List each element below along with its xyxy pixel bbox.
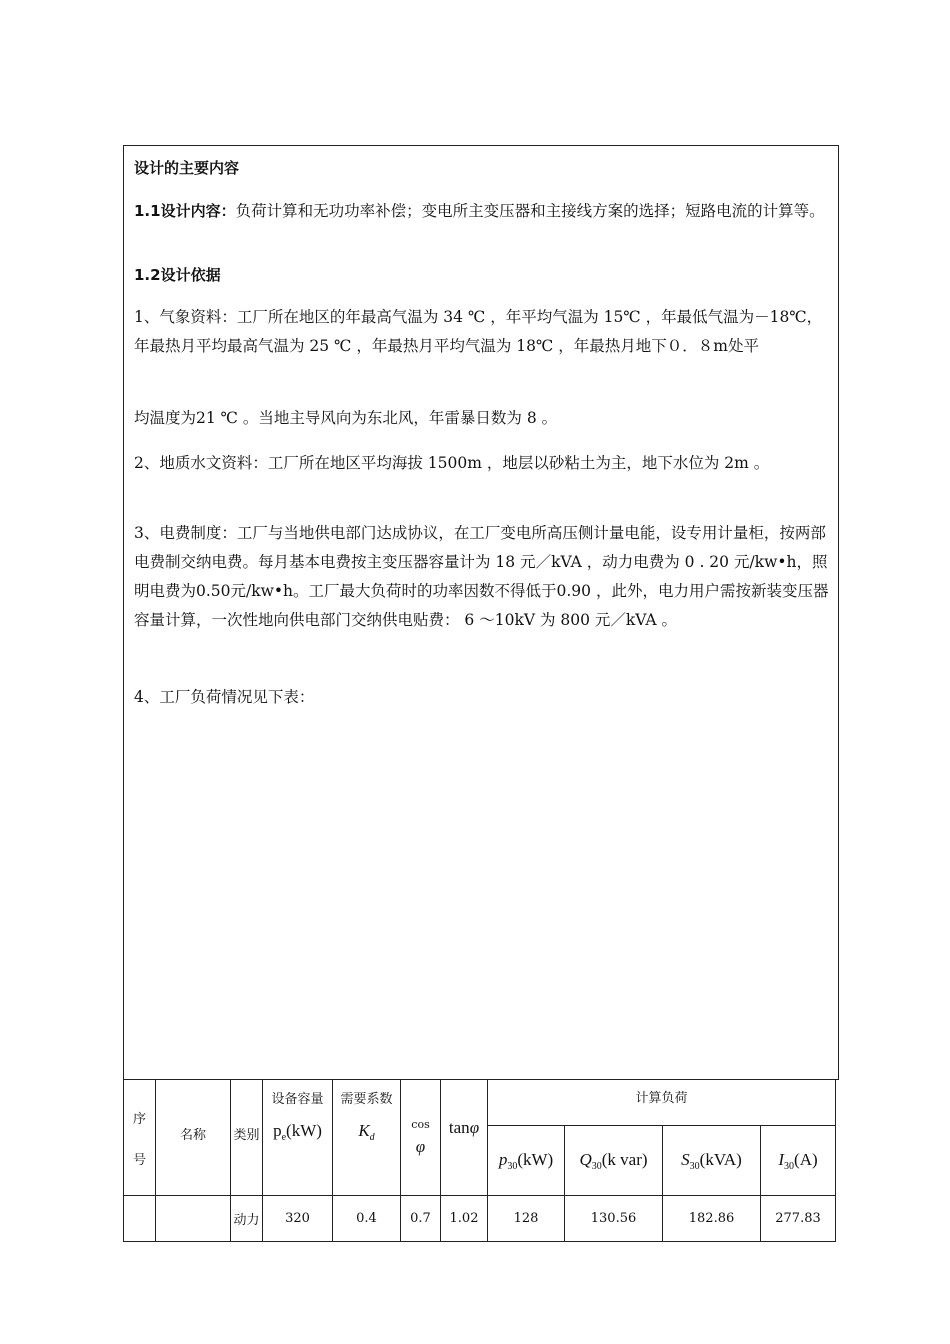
- header-demand: 需要系数 $K_d$: [333, 1080, 401, 1196]
- header-demand-label: 需要系数: [340, 1092, 393, 1107]
- content-label: 1.1设计内容：: [134, 202, 236, 220]
- content-paragraph: [134, 197, 834, 226]
- cell-category: 动力: [231, 1196, 263, 1242]
- tariff-paragraph: 3、电费制度：工厂与当地供电部门达成协议，在工厂变电所高压侧计量电能，设专用计量柜，按两部电费制交纳电费。每月基本电费按主变压器容量计为 18 元／kVA ，动力电费为 0 . 20 元/kw•h，照明电费为0.50元/kw•h。工厂最大负荷时的功率因数不得低于0.90 ，此外，电力用户需按新装变压器容量计算，一次性地向供电部门交纳供电贴费： 6 ～10kV 为 800 元／kVA 。: [134, 524, 829, 629]
- cell-seq: [124, 1196, 156, 1242]
- header-capacity-unit: (kW): [286, 1121, 322, 1140]
- cell-name: [156, 1196, 231, 1242]
- header-i30-unit: (A): [794, 1149, 818, 1169]
- header-name: 名称: [156, 1080, 231, 1196]
- table-row: [124, 1196, 836, 1242]
- basis-title: 1.2设计依据: [134, 266, 221, 284]
- cell-p30: 128: [488, 1196, 565, 1242]
- header-tan: [441, 1080, 488, 1196]
- cell-s30: 182.86: [663, 1196, 761, 1242]
- header-s30-unit: (kVA): [699, 1149, 742, 1169]
- header-seq-top: 序: [132, 1111, 146, 1127]
- cell-pe: 320: [263, 1196, 333, 1242]
- cell-i30: 277.83: [761, 1196, 836, 1242]
- header-i30: $I_{30}(A)$: [761, 1126, 836, 1196]
- header-cos: [401, 1080, 441, 1196]
- header-seq: [124, 1080, 156, 1196]
- ground-temp-paragraph: 均温度为21 ℃ 。当地主导风向为东北风，年雷暴日数为 8 。: [134, 409, 558, 427]
- header-calc-load: 计算负荷: [488, 1080, 836, 1126]
- header-capacity-label: 设备容量: [271, 1092, 324, 1107]
- section-title: 设计的主要内容: [134, 159, 240, 177]
- header-q30: $Q_{30}(k$ var): [565, 1126, 663, 1196]
- phi-symbol: φ: [469, 1118, 480, 1137]
- design-content-box: [123, 145, 839, 1080]
- cell-q30: 130.56: [565, 1196, 663, 1242]
- header-p30: $p_{30}(kW)$: [488, 1126, 565, 1196]
- header-capacity: 设备容量 $p_e(kW)$: [263, 1080, 333, 1196]
- weather-paragraph: 1、气象资料：工厂所在地区的年最高气温为 34 ℃ ，年平均气温为 15℃ ，年最低气温为－18℃，年最热月平均最高气温为 25 ℃ ，年最热月平均气温为 18℃ ，年最热月地下０．８m处平: [134, 308, 823, 355]
- header-category: 类别: [231, 1080, 263, 1196]
- content-text: 负荷计算和无功功率补偿；变电所主变压器和主接线方案的选择；短路电流的计算等。: [235, 202, 825, 220]
- cell-cos: 0.7: [401, 1196, 441, 1242]
- cell-kd: 0.4: [333, 1196, 401, 1242]
- geology-paragraph: 2、地质水文资料：工厂所在地区平均海拔 1500m ，地层以砂粘土为主，地下水位为 2m 。: [134, 454, 770, 472]
- header-tan-label: tan: [448, 1118, 470, 1137]
- load-table: [123, 1079, 836, 1242]
- load-intro-paragraph: 4、工厂负荷情况见下表：: [134, 688, 315, 706]
- header-p30-unit: (kW): [517, 1149, 554, 1169]
- header-q30-unit: (k var): [601, 1149, 648, 1169]
- header-s30: $S_{30}(kVA)$: [663, 1126, 761, 1196]
- header-cos-label: cos: [411, 1118, 430, 1131]
- phi-symbol: φ: [415, 1137, 426, 1156]
- header-seq-bottom: 号: [132, 1152, 146, 1168]
- cell-tan: 1.02: [441, 1196, 488, 1242]
